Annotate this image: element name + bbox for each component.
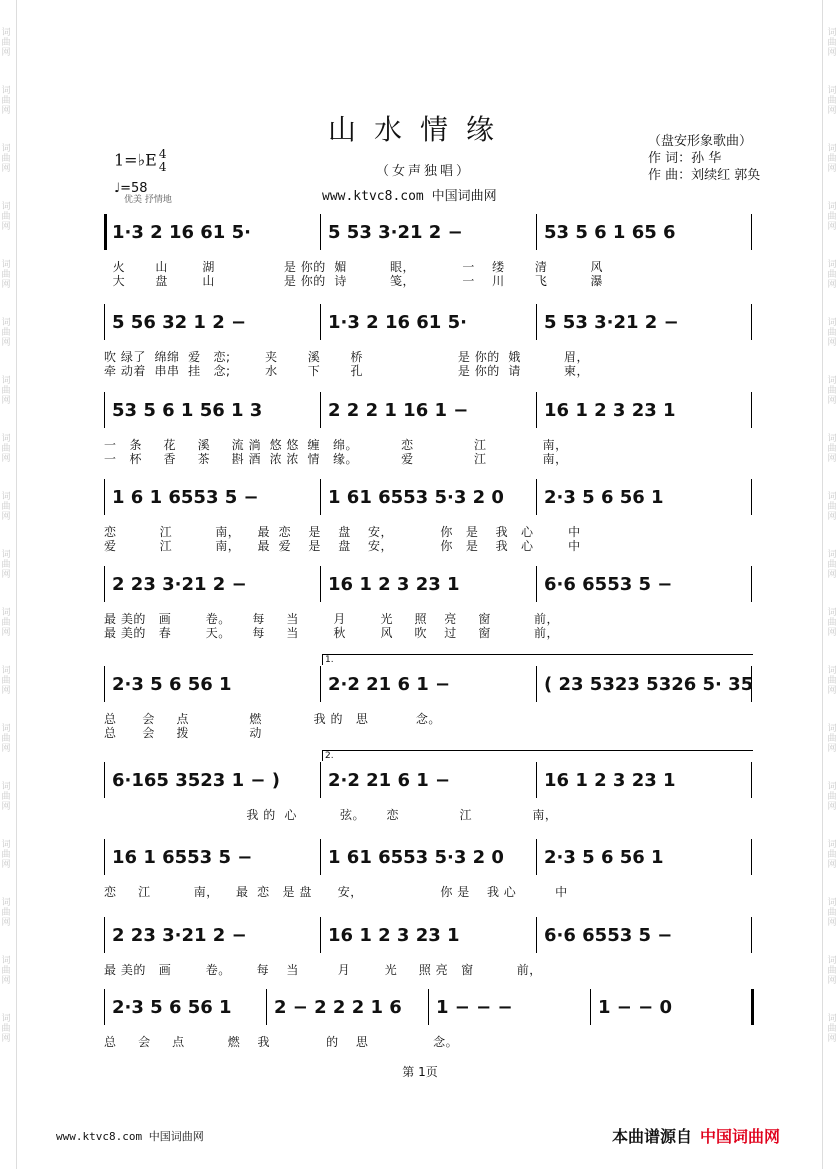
left-watermark-strip bbox=[0, 0, 14, 1169]
watermark-char: 曲 bbox=[827, 618, 837, 628]
notation-row bbox=[104, 770, 752, 796]
watermark-char: 曲 bbox=[1, 154, 11, 164]
watermark-char: 网 bbox=[1, 744, 11, 754]
watermark-char: 词 bbox=[1, 28, 11, 38]
watermark-char: 词 bbox=[1, 550, 11, 560]
watermark-char: 曲 bbox=[1, 676, 11, 686]
watermark-char: 词 bbox=[827, 840, 837, 850]
watermark-char: 词 bbox=[827, 608, 837, 618]
score-system bbox=[104, 655, 754, 740]
lyric-line: 最 美的 春 天。 每 当 秋 风 吹 过 窗 前， bbox=[104, 626, 559, 640]
watermark-char: 词 bbox=[1, 898, 11, 908]
measure-notes: 16 1 6553 5 − bbox=[112, 847, 253, 868]
watermark-char: 网 bbox=[1, 338, 11, 348]
watermark-char: 网 bbox=[1, 512, 11, 522]
watermark-char: 词 bbox=[1, 724, 11, 734]
lyric-line: 我 的 心 弦。 恋 江 南， bbox=[104, 808, 558, 822]
watermark-char: 词 bbox=[1, 608, 11, 618]
watermark-char: 网 bbox=[1, 280, 11, 290]
watermark-char: 曲 bbox=[827, 270, 837, 280]
lyric-line: 火 山 湖 是 你的 媚 眼， 一 缕 清 风 bbox=[104, 260, 604, 274]
watermark-char: 曲 bbox=[827, 908, 837, 918]
tempo-marking: ♩=58 bbox=[114, 181, 148, 196]
watermark-char: 网 bbox=[1, 454, 11, 464]
watermark-char: 曲 bbox=[1, 1024, 11, 1034]
notation-row bbox=[104, 925, 752, 951]
watermark-char: 曲 bbox=[1, 270, 11, 280]
measure-notes: 1 61 6553 5·3 2 0 bbox=[328, 847, 504, 868]
watermark-char: 词 bbox=[1, 260, 11, 270]
watermark-char: 网 bbox=[827, 454, 837, 464]
watermark-char: 曲 bbox=[827, 850, 837, 860]
lyric-line: 一 条 花 溪 流 淌 悠 悠 缠 绵。 恋 江 南， bbox=[104, 438, 568, 452]
measure-notes: 6·6 6553 5 − bbox=[544, 925, 673, 946]
watermark-char: 词 bbox=[827, 1014, 837, 1024]
lyric-line: 一 杯 香 茶 斟 酒 浓 浓 情 缘。 爱 江 南， bbox=[104, 452, 568, 466]
time-numerator: 4 bbox=[158, 147, 167, 161]
watermark-char: 曲 bbox=[1, 444, 11, 454]
watermark-char: 网 bbox=[1, 918, 11, 928]
lyric-line: 吹 绿了 绵绵 爱 恋; 夹 溪 桥 是 你的 娥 眉， bbox=[104, 350, 589, 364]
notation-row bbox=[104, 847, 752, 873]
watermark-char: 网 bbox=[1, 222, 11, 232]
watermark-char: 词 bbox=[827, 144, 837, 154]
lyric-line: 恋 江 南， 最 恋 是 盘 安， 你 是 我 心 中 bbox=[104, 525, 581, 539]
watermark-char: 词 bbox=[827, 782, 837, 792]
watermark-char: 网 bbox=[827, 222, 837, 232]
watermark-char: 词 bbox=[1, 840, 11, 850]
notation-row bbox=[104, 674, 752, 700]
notation-row bbox=[104, 312, 752, 338]
measure-notes: 16 1 2 3 23 1 bbox=[544, 770, 676, 791]
watermark-char: 曲 bbox=[827, 734, 837, 744]
measure-notes: 1 − − 0 bbox=[598, 997, 673, 1018]
watermark-char: 网 bbox=[827, 338, 837, 348]
measure-notes: 5 53 3·21 2 − bbox=[544, 312, 679, 333]
lyricist-credit: 作 词：孙 华 bbox=[648, 151, 722, 166]
score-system bbox=[104, 562, 752, 640]
measure-notes: 6·165 3523 1 − ) bbox=[112, 770, 280, 791]
lyric-line: 最 美的 画 卷。 每 当 月 光 照 亮 窗 前， bbox=[104, 612, 559, 626]
watermark-char: 网 bbox=[827, 48, 837, 58]
watermark-char: 曲 bbox=[827, 154, 837, 164]
watermark-char: 词 bbox=[827, 86, 837, 96]
watermark-char: 曲 bbox=[827, 444, 837, 454]
measure-notes: 6·6 6553 5 − bbox=[544, 574, 673, 595]
measure-notes: 1·3 2 16 61 5· bbox=[112, 222, 251, 243]
measure-notes: 2·2 21 6 1 − bbox=[328, 770, 451, 791]
measure-notes: ( 23 5323 5326 5· 35 bbox=[544, 674, 754, 695]
measure-notes: 53 5 6 1 56 1 3 bbox=[112, 400, 263, 421]
watermark-char: 网 bbox=[1, 396, 11, 406]
watermark-char: 曲 bbox=[1, 560, 11, 570]
site-url: www.ktvc8.com 中国词曲网 bbox=[322, 189, 497, 204]
measure-notes: 2·3 5 6 56 1 bbox=[544, 847, 664, 868]
watermark-char: 曲 bbox=[827, 386, 837, 396]
watermark-char: 曲 bbox=[1, 908, 11, 918]
measure-notes: 2·3 5 6 56 1 bbox=[112, 997, 232, 1018]
measure-notes: 5 53 3·21 2 − bbox=[328, 222, 463, 243]
watermark-char: 网 bbox=[827, 976, 837, 986]
lyric-line: 牵 动着 串串 挂 念; 水 下 孔 是 你的 请 柬， bbox=[104, 364, 589, 378]
watermark-char: 网 bbox=[1, 106, 11, 116]
watermark-char: 网 bbox=[827, 570, 837, 580]
watermark-char: 曲 bbox=[1, 502, 11, 512]
watermark-char: 网 bbox=[827, 860, 837, 870]
watermark-char: 网 bbox=[827, 164, 837, 174]
measure-notes: 1·3 2 16 61 5· bbox=[328, 312, 467, 333]
score-system bbox=[104, 913, 752, 977]
notation-row bbox=[104, 997, 752, 1023]
lyric-line: 爱 江 南， 最 爱 是 盘 安， 你 是 我 心 中 bbox=[104, 539, 581, 553]
watermark-char: 曲 bbox=[827, 96, 837, 106]
score-system bbox=[104, 835, 752, 899]
watermark-char: 网 bbox=[827, 280, 837, 290]
watermark-char: 曲 bbox=[827, 966, 837, 976]
watermark-char: 词 bbox=[827, 956, 837, 966]
watermark-char: 网 bbox=[1, 48, 11, 58]
footer-source bbox=[612, 1124, 780, 1147]
measure-notes: 2·3 5 6 56 1 bbox=[112, 674, 232, 695]
watermark-char: 曲 bbox=[1, 734, 11, 744]
watermark-char: 网 bbox=[1, 976, 11, 986]
lyric-line: 总 会 点 燃 我 的 思 念。 bbox=[104, 1035, 459, 1049]
watermark-char: 网 bbox=[827, 106, 837, 116]
volta-bracket: 1. bbox=[322, 654, 753, 665]
measure-notes: 2 2 2 1 16 1 − bbox=[328, 400, 469, 421]
watermark-char: 曲 bbox=[1, 792, 11, 802]
measure-notes: 16 1 2 3 23 1 bbox=[544, 400, 676, 421]
watermark-char: 网 bbox=[1, 164, 11, 174]
notation-row bbox=[104, 574, 752, 600]
watermark-char: 曲 bbox=[827, 676, 837, 686]
performance-note: （女声独唱） bbox=[376, 164, 473, 179]
measure-notes: 1 − − − bbox=[436, 997, 513, 1018]
watermark-char: 词 bbox=[1, 666, 11, 676]
watermark-char: 曲 bbox=[1, 328, 11, 338]
watermark-char: 词 bbox=[1, 202, 11, 212]
watermark-char: 词 bbox=[1, 782, 11, 792]
watermark-char: 词 bbox=[827, 28, 837, 38]
time-denominator: 4 bbox=[158, 160, 167, 174]
measure-notes: 1 6 1 6553 5 − bbox=[112, 487, 259, 508]
measure-notes: 2·3 5 6 56 1 bbox=[544, 487, 664, 508]
volta-bracket: 2. bbox=[322, 750, 753, 761]
watermark-char: 词 bbox=[827, 898, 837, 908]
watermark-char: 网 bbox=[1, 1034, 11, 1044]
score-system bbox=[104, 300, 752, 378]
score-system bbox=[104, 210, 752, 288]
watermark-char: 曲 bbox=[1, 212, 11, 222]
watermark-char: 词 bbox=[1, 956, 11, 966]
watermark-char: 词 bbox=[1, 144, 11, 154]
key-signature bbox=[114, 148, 166, 174]
right-watermark-strip bbox=[826, 0, 840, 1169]
footer-site: www.ktvc8.com 中国词曲网 bbox=[56, 1130, 204, 1143]
watermark-char: 曲 bbox=[827, 212, 837, 222]
lyric-line: 总 会 拨 动 bbox=[104, 726, 262, 740]
watermark-char: 网 bbox=[1, 860, 11, 870]
watermark-char: 词 bbox=[827, 724, 837, 734]
watermark-char: 网 bbox=[827, 512, 837, 522]
score-system bbox=[104, 388, 752, 466]
left-border-line bbox=[16, 0, 17, 1169]
watermark-char: 词 bbox=[827, 434, 837, 444]
watermark-char: 词 bbox=[1, 318, 11, 328]
watermark-char: 网 bbox=[1, 570, 11, 580]
credits bbox=[648, 133, 760, 184]
score-system bbox=[104, 475, 752, 553]
watermark-char: 网 bbox=[827, 1034, 837, 1044]
measure-notes: 1 61 6553 5·3 2 0 bbox=[328, 487, 504, 508]
lyric-line: 恋 江 南， 最 恋 是 盘 安， 你 是 我 心 中 bbox=[104, 885, 568, 899]
measure-notes: 5 56 32 1 2 − bbox=[112, 312, 247, 333]
watermark-char: 词 bbox=[1, 1014, 11, 1024]
watermark-char: 词 bbox=[1, 492, 11, 502]
lyric-line: 总 会 点 燃 我 的 思 念。 bbox=[104, 712, 441, 726]
measure-notes: 16 1 2 3 23 1 bbox=[328, 925, 460, 946]
key-prefix: 1= bbox=[114, 150, 138, 170]
watermark-char: 词 bbox=[1, 86, 11, 96]
measure-notes: 2·2 21 6 1 − bbox=[328, 674, 451, 695]
notation-row bbox=[104, 487, 752, 513]
measure-notes: 2 23 3·21 2 − bbox=[112, 925, 247, 946]
key-flat: ♭E bbox=[137, 150, 157, 170]
watermark-char: 词 bbox=[827, 550, 837, 560]
watermark-char: 曲 bbox=[827, 38, 837, 48]
watermark-char: 网 bbox=[827, 396, 837, 406]
score-system bbox=[104, 751, 752, 822]
watermark-char: 网 bbox=[1, 686, 11, 696]
watermark-char: 词 bbox=[827, 318, 837, 328]
lyric-line: 最 美的 画 卷。 每 当 月 光 照 亮 窗 前， bbox=[104, 963, 542, 977]
measure-notes: 2 23 3·21 2 − bbox=[112, 574, 247, 595]
watermark-char: 网 bbox=[1, 802, 11, 812]
score-system bbox=[104, 985, 752, 1049]
watermark-char: 词 bbox=[1, 376, 11, 386]
watermark-char: 词 bbox=[827, 376, 837, 386]
song-title: 山水情缘 bbox=[327, 113, 512, 146]
tempo-expression: 优美 抒情地 bbox=[124, 195, 172, 205]
footer-source-brand: 中国词曲网 bbox=[700, 1127, 781, 1146]
watermark-char: 曲 bbox=[1, 38, 11, 48]
composer-credit: 作 曲：刘续红 郭奂 bbox=[648, 168, 761, 183]
watermark-char: 网 bbox=[827, 628, 837, 638]
watermark-char: 曲 bbox=[827, 1024, 837, 1034]
watermark-char: 网 bbox=[1, 628, 11, 638]
measure-notes: 16 1 2 3 23 1 bbox=[328, 574, 460, 595]
watermark-char: 曲 bbox=[1, 966, 11, 976]
right-border-line bbox=[822, 0, 823, 1169]
watermark-char: 词 bbox=[827, 666, 837, 676]
watermark-char: 曲 bbox=[827, 792, 837, 802]
footer-source-label: 本曲谱源自 bbox=[612, 1127, 693, 1146]
watermark-char: 网 bbox=[827, 918, 837, 928]
watermark-char: 曲 bbox=[827, 560, 837, 570]
watermark-char: 网 bbox=[827, 686, 837, 696]
measure-notes: 2 − 2 2 2 1 6 bbox=[274, 997, 402, 1018]
lyric-line: 大 盘 山 是 你的 诗 笺， 一 川 飞 瀑 bbox=[104, 274, 604, 288]
watermark-char: 网 bbox=[827, 802, 837, 812]
watermark-char: 曲 bbox=[1, 850, 11, 860]
measure-notes: 53 5 6 1 65 6 bbox=[544, 222, 676, 243]
watermark-char: 曲 bbox=[1, 618, 11, 628]
page-number: 第 1页 bbox=[402, 1065, 438, 1079]
series-label: （盘安形象歌曲） bbox=[648, 134, 753, 149]
watermark-char: 曲 bbox=[827, 502, 837, 512]
watermark-char: 曲 bbox=[1, 386, 11, 396]
notation-row bbox=[104, 222, 752, 248]
watermark-char: 曲 bbox=[1, 96, 11, 106]
notation-row bbox=[104, 400, 752, 426]
watermark-char: 词 bbox=[827, 202, 837, 212]
watermark-char: 曲 bbox=[827, 328, 837, 338]
watermark-char: 词 bbox=[827, 260, 837, 270]
watermark-char: 词 bbox=[827, 492, 837, 502]
watermark-char: 网 bbox=[827, 744, 837, 754]
watermark-char: 词 bbox=[1, 434, 11, 444]
